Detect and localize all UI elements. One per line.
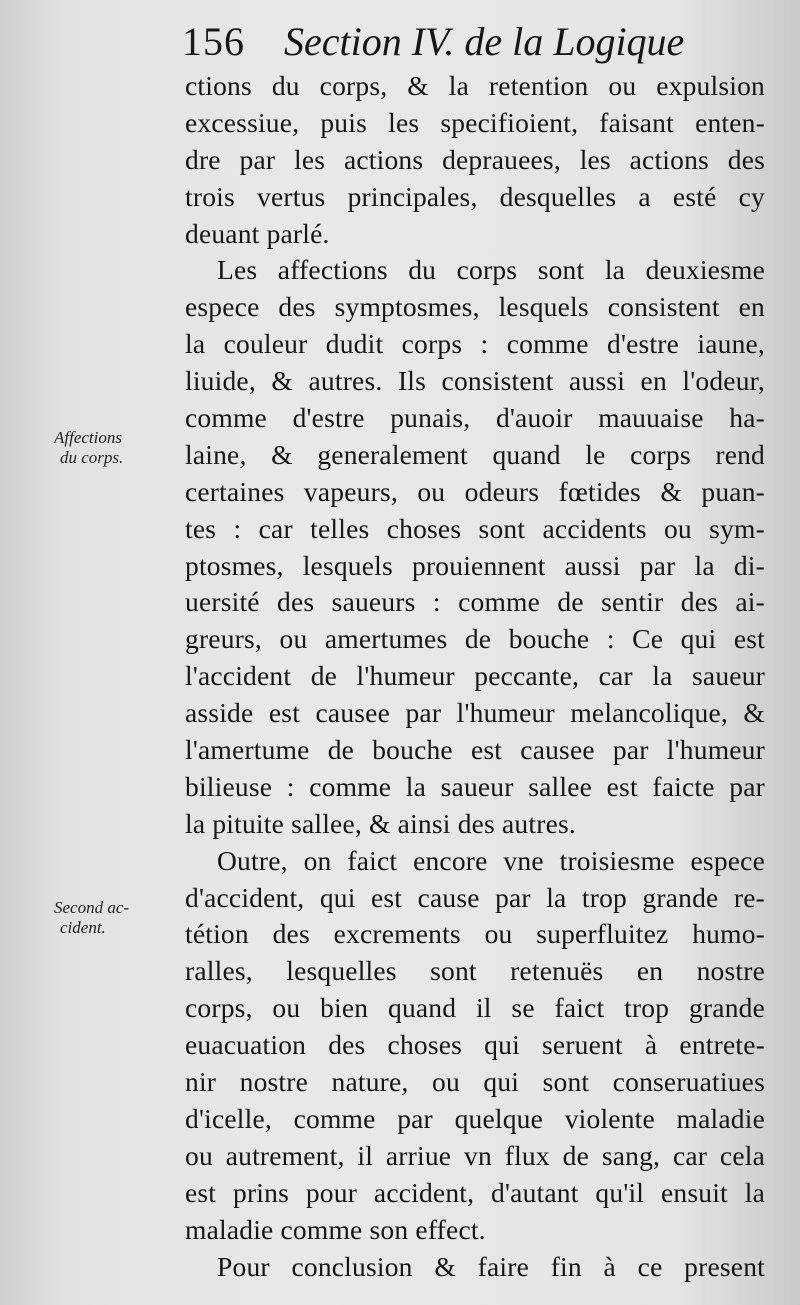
text-line: laine, & generalement quand le corps rend (185, 438, 765, 470)
text-line: euacuation des choses qui seruent à entrete- (185, 1029, 765, 1061)
margin-note-line: du corps. (60, 448, 124, 467)
text-line: deuant parlé. (185, 217, 330, 249)
running-title: Section IV. de la Logique (284, 19, 685, 64)
text-line: nir nostre nature, ou qui sont conseruatiues (185, 1066, 765, 1098)
text-line: comme d'estre punais, d'auoir mauuaise ha- (185, 402, 765, 434)
text-line: maladie comme son effect. (185, 1213, 486, 1245)
text-line: la couleur dudit corps : comme d'estre iaune, (185, 328, 765, 360)
text-line: ralles, lesquelles sont retenuës en nostre (185, 955, 765, 987)
text-line: Les affections du corps sont la deuxiesme (217, 254, 765, 286)
text-line: est prins pour accident, d'autant qu'il ensuit la (185, 1176, 765, 1208)
text-line: greurs, ou amertumes de bouche : Ce qui est (185, 623, 765, 655)
margin-note-line: cident. (60, 918, 106, 937)
body-text (185, 68, 765, 1285)
text-line: tes : car telles choses sont accidents ou sym- (185, 512, 765, 544)
text-line: asside est causee par l'humeur melancolique, & (185, 697, 765, 729)
text-line: liuide, & autres. Ils consistent aussi en l'odeur, (185, 365, 765, 397)
margin-note-affections (54, 428, 174, 468)
text-line: Outre, on faict encore vne troisiesme espece (217, 844, 765, 876)
text-line: excessiue, puis les specifioient, faisant enten- (185, 106, 765, 138)
text-line: l'amertume de bouche est causee par l'humeur (185, 734, 765, 766)
margin-note-second-accident (54, 898, 174, 938)
text-line: trois vertus principales, desquelles a esté cy (185, 180, 765, 212)
margin-note-line: Second ac- (54, 898, 130, 917)
text-line: uersité des saueurs : comme de sentir des ai- (185, 586, 765, 618)
text-line: l'accident de l'humeur peccante, car la saueur (185, 660, 765, 692)
text-line: ptosmes, lesquels prouiennent aussi par la di- (185, 549, 765, 581)
text-line: bilieuse : comme la saueur sallee est faicte par (185, 770, 765, 802)
margin-note-line: Affections (54, 428, 122, 447)
text-line: corps, ou bien quand il se faict trop grande (185, 992, 765, 1024)
text-line: tétion des excrements ou superfluitez humo- (185, 918, 765, 950)
text-line: dre par les actions deprauees, les actions des (185, 143, 765, 175)
text-line: Pour conclusion & faire fin à ce present (217, 1250, 765, 1282)
text-line: espece des symptosmes, lesquels consistent en (185, 291, 765, 323)
page-number: 156 (182, 19, 245, 64)
text-line: ou autrement, il arriue vn flux de sang, car cela (185, 1139, 765, 1171)
text-line: d'icelle, comme par quelque violente maladie (185, 1102, 765, 1134)
text-line: la pituite sallee, & ainsi des autres. (185, 807, 576, 839)
text-line: certaines vapeurs, ou odeurs fœtides & puan- (185, 475, 765, 507)
page-header (182, 18, 712, 68)
text-line: ctions du corps, & la retention ou expulsion (185, 70, 765, 101)
text-line: d'accident, qui est cause par la trop grande re- (185, 881, 765, 913)
